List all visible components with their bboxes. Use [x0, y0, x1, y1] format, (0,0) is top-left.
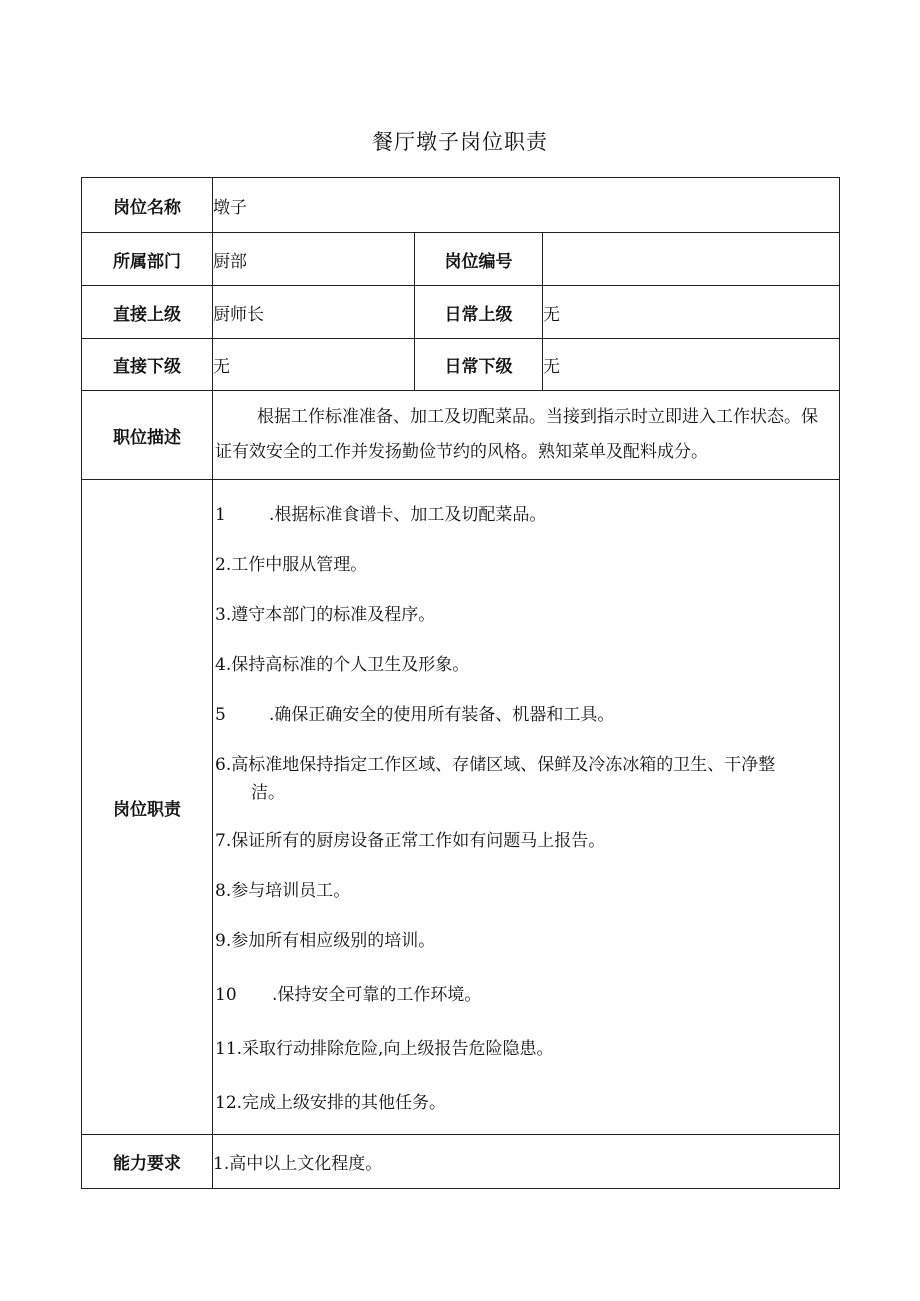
duty-item	[215, 651, 833, 679]
duty-number: 11	[215, 1039, 237, 1059]
duty-item	[215, 1089, 833, 1117]
description-cell	[213, 391, 840, 480]
description-label: 职位描述	[82, 391, 213, 480]
row-duties	[82, 480, 840, 1135]
duty-item	[215, 927, 833, 955]
row-superior	[82, 286, 840, 339]
duty-number: 1	[215, 505, 226, 525]
duties-label: 岗位职责	[82, 480, 213, 1135]
job-description-table	[81, 177, 840, 1189]
duty-item	[215, 877, 833, 905]
row-ability	[82, 1135, 840, 1189]
duty-number: 12	[215, 1093, 237, 1113]
position-name-label: 岗位名称	[82, 178, 213, 233]
duty-number: 4	[215, 655, 226, 675]
duty-text: .根据标准食谱卡、加工及切配菜品。	[269, 505, 547, 525]
duty-text: .保证所有的厨房设备正常工作如有问题马上报告。	[225, 831, 606, 851]
direct-superior-label: 直接上级	[82, 286, 213, 339]
ability-value: 1.高中以上文化程度。	[213, 1135, 840, 1189]
duties-list	[213, 480, 839, 1125]
duty-item	[215, 501, 833, 529]
position-name-value: 墩子	[213, 178, 840, 233]
duty-item	[215, 981, 833, 1009]
department-value: 厨部	[213, 233, 415, 286]
duty-number: 7	[215, 831, 226, 851]
row-description	[82, 391, 840, 480]
daily-subordinate-label: 日常下级	[415, 339, 543, 391]
duty-item	[215, 601, 833, 629]
duty-number: 6	[215, 755, 226, 775]
duty-number: 9	[215, 931, 226, 951]
duty-text: .保持高标准的个人卫生及形象。	[225, 655, 470, 675]
department-label: 所属部门	[82, 233, 213, 286]
daily-superior-label: 日常上级	[415, 286, 543, 339]
duty-text: .遵守本部门的标准及程序。	[225, 605, 436, 625]
row-position-name	[82, 178, 840, 233]
duty-number: 8	[215, 881, 226, 901]
duty-text: .高标准地保持指定工作区域、存储区域、保鲜及冷冻冰箱的卫生、干净整	[225, 755, 776, 775]
duty-number: 10	[215, 985, 237, 1005]
duty-item	[215, 1035, 833, 1063]
row-subordinate	[82, 339, 840, 391]
duty-number: 3	[215, 605, 226, 625]
duty-text: .参与培训员工。	[225, 881, 351, 901]
position-code-value	[543, 233, 840, 286]
duty-text: .完成上级安排的其他任务。	[236, 1093, 447, 1113]
duty-text: .保持安全可靠的工作环境。	[272, 985, 482, 1005]
duty-continuation: 洁。	[251, 783, 285, 803]
document-title: 餐厅墩子岗位职责	[372, 130, 548, 154]
duty-item	[215, 751, 833, 807]
row-department	[82, 233, 840, 286]
duty-text: .工作中服从管理。	[225, 555, 368, 575]
daily-subordinate-value: 无	[543, 339, 840, 391]
duty-text: .参加所有相应级别的培训。	[225, 931, 436, 951]
ability-label: 能力要求	[82, 1135, 213, 1189]
duty-text: .确保正确安全的使用所有装备、机器和工具。	[269, 705, 615, 725]
duties-cell	[213, 480, 840, 1135]
direct-superior-value: 厨师长	[213, 286, 415, 339]
duty-item	[215, 701, 833, 729]
duty-number: 5	[215, 705, 226, 725]
direct-subordinate-value: 无	[213, 339, 415, 391]
duty-item	[215, 827, 833, 855]
daily-superior-value: 无	[543, 286, 840, 339]
duty-number: 2	[215, 555, 226, 575]
duty-text: .采取行动排除危险,向上级报告危险隐患。	[236, 1039, 554, 1059]
duty-item	[215, 551, 833, 579]
direct-subordinate-label: 直接下级	[82, 339, 213, 391]
description-text: 根据工作标准准备、加工及切配菜品。当接到指示时立即进入工作状态。保证有效安全的工作并发扬勤俭节约的风格。熟知菜单及配料成分。	[215, 407, 818, 462]
position-code-label: 岗位编号	[415, 233, 543, 286]
